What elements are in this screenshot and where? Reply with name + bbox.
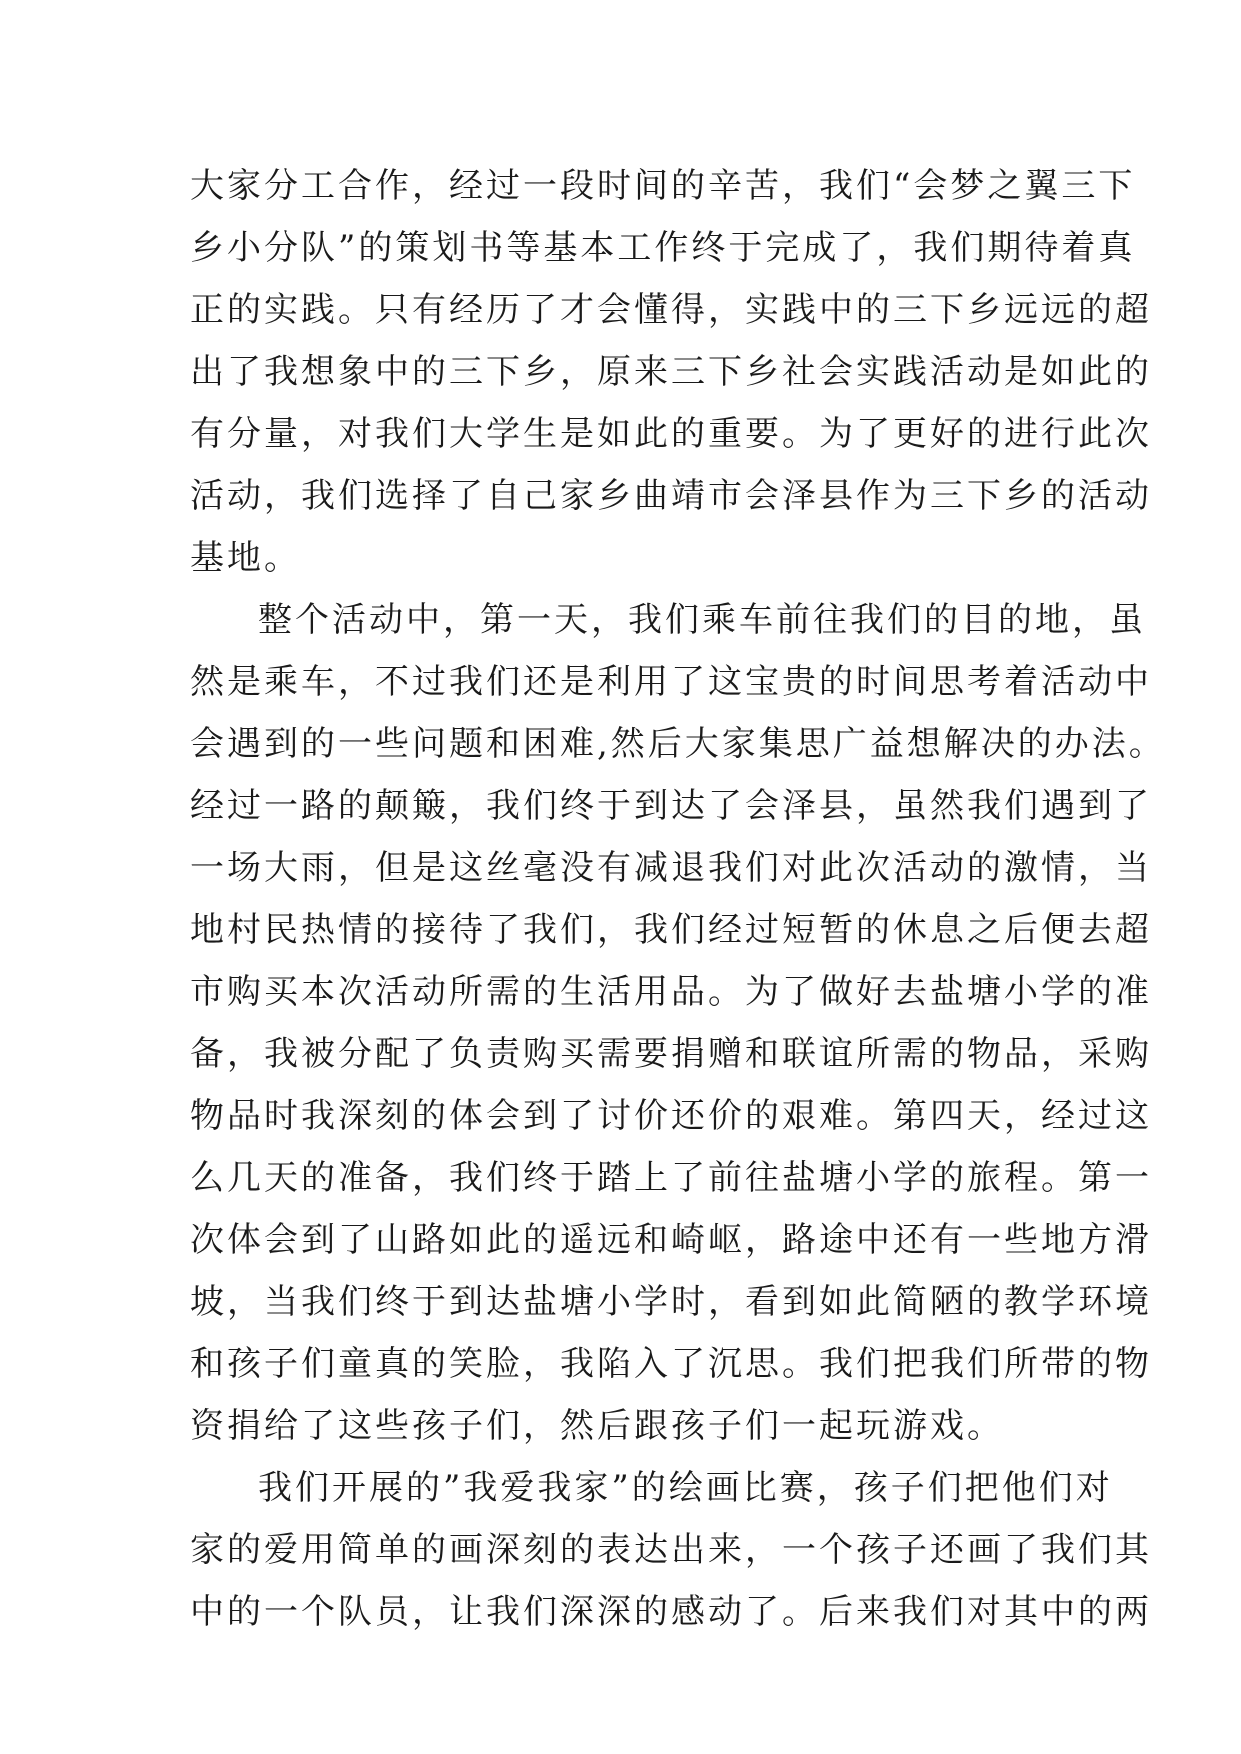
text-line: 次体会到了山路如此的遥远和崎岖，路途中还有一些地方滑 (190, 1220, 1152, 1260)
text-line: 经过一路的颠簸，我们终于到达了会泽县，虽然我们遇到了 (190, 786, 1152, 826)
text-line: 然是乘车，不过我们还是利用了这宝贵的时间思考着活动中 (190, 662, 1152, 702)
body-text (190, 155, 1166, 1643)
text-line: 么几天的准备，我们终于踏上了前往盐塘小学的旅程。第一 (190, 1158, 1152, 1198)
text-line: 地村民热情的接待了我们，我们经过短暂的休息之后便去超 (190, 910, 1152, 950)
text-line: 坡，当我们终于到达盐塘小学时，看到如此简陋的教学环境 (190, 1282, 1152, 1322)
text-line: 活动，我们选择了自己家乡曲靖市会泽县作为三下乡的活动 (190, 476, 1152, 516)
text-line: 资捐给了这些孩子们，然后跟孩子们一起玩游戏。 (190, 1406, 1004, 1446)
text-line: 中的一个队员，让我们深深的感动了。后来我们对其中的两 (190, 1592, 1152, 1632)
text-line: 基地。 (190, 538, 301, 578)
text-line: 备，我被分配了负责购买需要捐赠和联谊所需的物品，采购 (190, 1034, 1152, 1074)
text-line: 和孩子们童真的笑脸，我陷入了沉思。我们把我们所带的物 (190, 1344, 1152, 1384)
text-line: 乡小分队”的策划书等基本工作终于完成了，我们期待着真 (190, 228, 1136, 268)
text-line: 会遇到的一些问题和困难,然后大家集思广益想解决的办法。 (190, 724, 1166, 764)
paragraph-first-line: 整个活动中，第一天，我们乘车前往我们的目的地，虽 (258, 600, 1146, 640)
text-line: 有分量，对我们大学生是如此的重要。为了更好的进行此次 (190, 414, 1152, 454)
text-line: 市购买本次活动所需的生活用品。为了做好去盐塘小学的准 (190, 972, 1152, 1012)
text-line: 物品时我深刻的体会到了讨价还价的艰难。第四天，经过这 (190, 1096, 1152, 1136)
text-line: 出了我想象中的三下乡，原来三下乡社会实践活动是如此的 (190, 352, 1152, 392)
text-line: 一场大雨，但是这丝毫没有减退我们对此次活动的激情，当 (190, 848, 1152, 888)
text-line: 大家分工合作，经过一段时间的辛苦，我们“会梦之翼三下 (190, 166, 1136, 206)
text-line: 正的实践。只有经历了才会懂得，实践中的三下乡远远的超 (190, 290, 1152, 330)
paragraph-first-line: 我们开展的”我爱我家”的绘画比赛，孩子们把他们对 (258, 1468, 1113, 1508)
text-line: 家的爱用简单的画深刻的表达出来，一个孩子还画了我们其 (190, 1530, 1152, 1570)
